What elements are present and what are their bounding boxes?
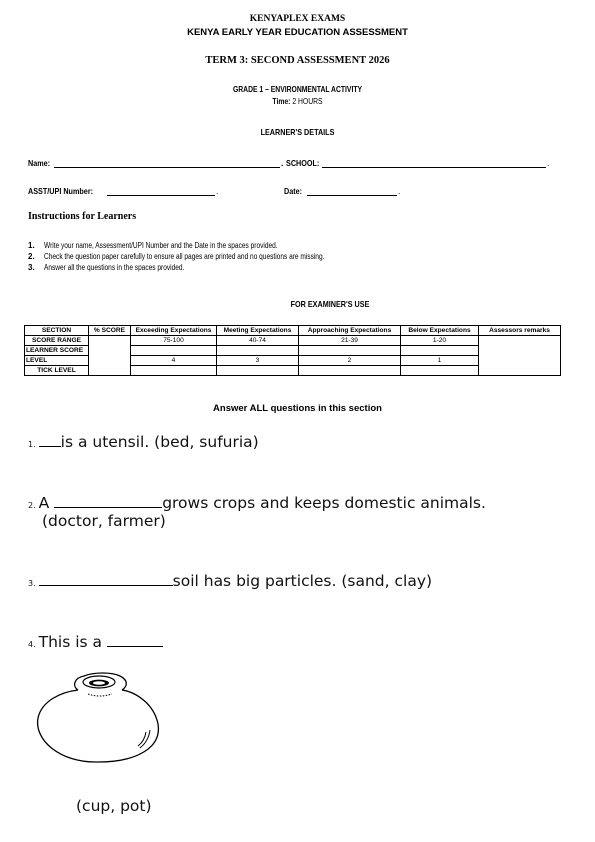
instructions-title: Instructions for Learners <box>28 211 137 222</box>
row-label: TICK LEVEL <box>25 366 89 376</box>
question-text: grows crops and keeps domestic animals. <box>162 494 486 512</box>
name-label: Name: <box>28 158 51 168</box>
time-label: Time: <box>272 97 291 106</box>
question-number: 3. <box>28 579 36 588</box>
assessment-title: KENYA EARLY YEAR EDUCATION ASSESSMENT <box>187 27 408 38</box>
question-2-choices: (doctor, farmer) <box>42 512 166 530</box>
table-cell: 21-39 <box>299 336 401 346</box>
question-1 <box>28 432 259 451</box>
table-header-cell: SECTION <box>25 326 89 336</box>
learner-details-heading: LEARNER'S DETAILS <box>260 127 335 137</box>
section-title: Answer ALL questions in this section <box>213 403 382 414</box>
question-text: is a utensil. (bed, sufuria) <box>60 433 259 451</box>
question-text: soil has big particles. (sand, clay) <box>172 572 433 590</box>
table-cell: 1-20 <box>401 336 479 346</box>
percent-score-cell[interactable] <box>89 336 131 376</box>
instruction-item: 3. Answer all the questions in the spaces provided. <box>28 263 185 272</box>
table-row <box>25 336 561 346</box>
table-cell: 1 <box>401 356 479 366</box>
question-3 <box>28 571 432 590</box>
table-header-cell: Approaching Expectations <box>299 326 401 336</box>
learner-score-cell[interactable] <box>217 346 299 356</box>
term-title: TERM 3: SECOND ASSESSMENT 2026 <box>205 55 390 66</box>
tick-level-cell[interactable] <box>217 366 299 376</box>
learner-score-cell[interactable] <box>401 346 479 356</box>
assessors-remarks-cell[interactable] <box>479 336 561 376</box>
asst-label: ASST/UPI Number: <box>28 186 94 196</box>
table-cell: 3 <box>217 356 299 366</box>
question-4 <box>28 632 163 651</box>
time-line <box>45 97 551 106</box>
answer-blank[interactable] <box>39 571 173 586</box>
row-label: LEARNER SCORE <box>25 346 89 356</box>
school-end-dot: . <box>547 158 550 168</box>
table-header-cell: Meeting Expectations <box>217 326 299 336</box>
learner-score-cell[interactable] <box>299 346 401 356</box>
question-2 <box>28 493 486 512</box>
table-cell: 75-100 <box>131 336 217 346</box>
time-value: 2 HOURS <box>292 97 323 106</box>
question-number: 4. <box>28 640 36 649</box>
question-number: 1. <box>28 440 36 449</box>
row-label: SCORE RANGE <box>25 336 89 346</box>
question-prefix: A <box>38 494 50 512</box>
row-label: LEVEL <box>25 356 89 366</box>
date-line[interactable] <box>307 184 397 196</box>
answer-blank[interactable] <box>54 493 162 508</box>
date-end-dot: . <box>398 186 401 196</box>
pot-image <box>32 668 164 768</box>
subject-title: GRADE 1 – ENVIRONMENTAL ACTIVITY <box>232 85 363 94</box>
name-line[interactable] <box>54 156 280 168</box>
school-line[interactable] <box>322 156 546 168</box>
school-field[interactable]: . SCHOOL: <box>281 158 320 168</box>
asst-line[interactable] <box>107 184 215 196</box>
school-label: SCHOOL: <box>285 158 320 168</box>
table-cell: 2 <box>299 356 401 366</box>
question-4-choices: (cup, pot) <box>76 797 152 815</box>
table-header-cell: Assessors remarks <box>479 326 561 336</box>
table-header-row <box>25 326 561 336</box>
question-text: This is a <box>38 633 103 651</box>
tick-level-cell[interactable] <box>131 366 217 376</box>
tick-level-cell[interactable] <box>299 366 401 376</box>
exam-org: KENYAPLEX EXAMS <box>249 14 346 24</box>
table-cell: 40-74 <box>217 336 299 346</box>
answer-blank[interactable] <box>39 432 61 447</box>
examiner-title: FOR EXAMINER'S USE <box>290 299 370 309</box>
learner-score-cell[interactable] <box>131 346 217 356</box>
tick-level-cell[interactable] <box>401 366 479 376</box>
table-header-cell: Below Expectations <box>401 326 479 336</box>
examiner-table <box>24 325 561 376</box>
table-cell: 4 <box>131 356 217 366</box>
instruction-item: 1. Write your name, Assessment/UPI Number and the Date in the spaces provided. <box>28 241 278 250</box>
instruction-item: 2. Check the question paper carefully to ensure all pages are printed and no questions are missing. <box>28 252 325 261</box>
question-number: 2. <box>28 501 36 510</box>
date-label: Date: <box>284 186 303 196</box>
table-header-cell: % SCORE <box>89 326 131 336</box>
answer-blank[interactable] <box>107 632 163 647</box>
name-field[interactable] <box>28 158 54 168</box>
table-header-cell: Exceeding Expectations <box>131 326 217 336</box>
asst-field[interactable] <box>28 186 105 196</box>
date-field[interactable] <box>284 186 305 196</box>
asst-end-dot: . <box>216 186 219 196</box>
